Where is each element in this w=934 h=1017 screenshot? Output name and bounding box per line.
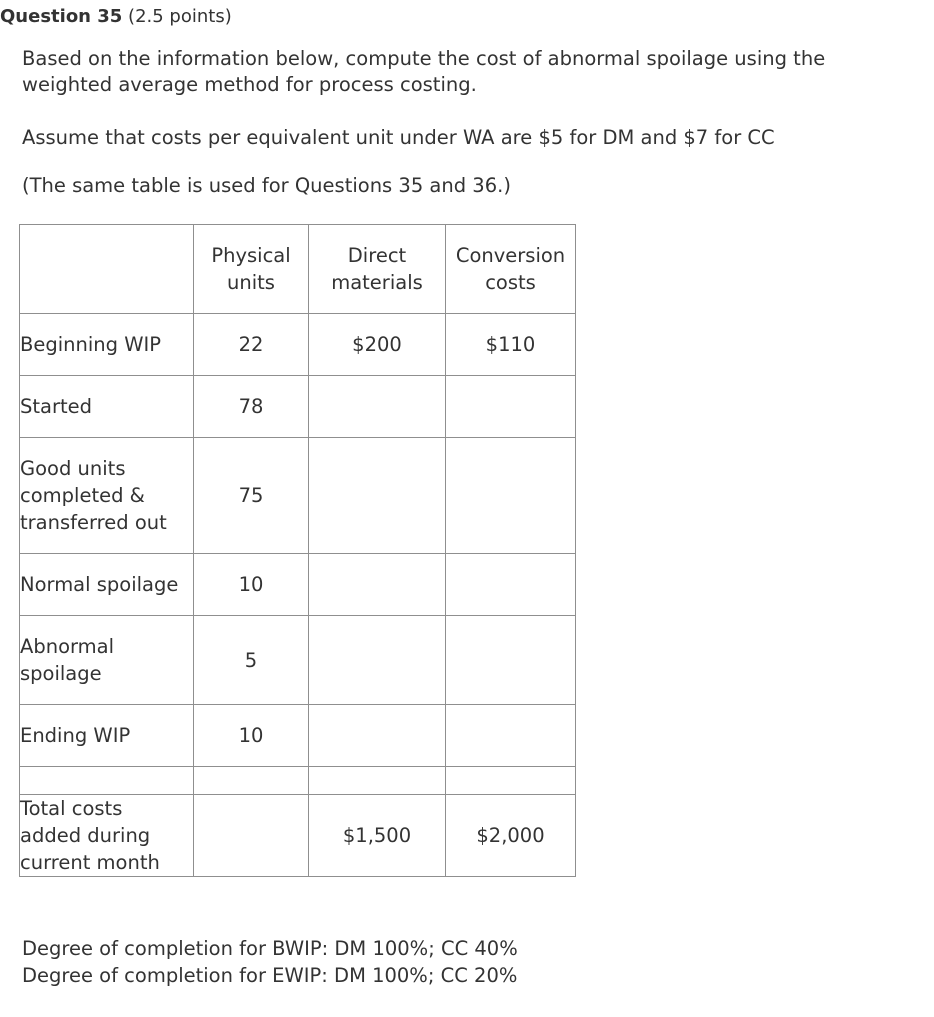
physical-units-cell	[194, 795, 309, 877]
bwip-completion: Degree of completion for BWIP: DM 100%; CC 40%	[22, 937, 518, 960]
table-row-normal-spoilage	[20, 554, 576, 616]
direct-materials-cell	[309, 616, 446, 705]
header-conversion-costs: Conversion costs	[446, 225, 576, 314]
row-label: Normal spoilage	[20, 554, 194, 616]
question-points: (2.5 points)	[128, 6, 232, 27]
conversion-costs-cell	[446, 616, 576, 705]
assumption-text: Assume that costs per equivalent unit under WA are $5 for DM and $7 for CC	[22, 126, 775, 149]
table-row-good-units	[20, 438, 576, 554]
table-row-abnormal-spoilage	[20, 616, 576, 705]
conversion-costs-cell: $2,000	[446, 795, 576, 877]
header-direct-materials: Direct materials	[309, 225, 446, 314]
direct-materials-cell	[309, 705, 446, 767]
table-header-row	[20, 225, 576, 314]
conversion-costs-cell	[446, 767, 576, 795]
physical-units-cell	[194, 767, 309, 795]
direct-materials-cell	[309, 554, 446, 616]
question-number: Question 35	[0, 6, 123, 27]
direct-materials-cell: $1,500	[309, 795, 446, 877]
process-costing-table	[19, 224, 576, 877]
conversion-costs-cell	[446, 705, 576, 767]
completion-notes	[22, 935, 518, 989]
conversion-costs-cell	[446, 554, 576, 616]
physical-units-cell: 78	[194, 376, 309, 438]
conversion-costs-cell	[446, 438, 576, 554]
direct-materials-cell	[309, 438, 446, 554]
row-label: Beginning WIP	[20, 314, 194, 376]
row-label	[20, 767, 194, 795]
direct-materials-cell	[309, 376, 446, 438]
table-row-started	[20, 376, 576, 438]
prompt-line-1: Based on the information below, compute the cost of abnormal spoilage using the	[22, 47, 826, 70]
question-heading	[0, 6, 232, 27]
direct-materials-cell	[309, 767, 446, 795]
row-label: Abnormal spoilage	[20, 616, 194, 705]
header-physical-units: Physical units	[194, 225, 309, 314]
question-prompt	[22, 46, 825, 98]
table-row-beginning-wip	[20, 314, 576, 376]
row-label: Started	[20, 376, 194, 438]
table-row-empty	[20, 767, 576, 795]
direct-materials-cell: $200	[309, 314, 446, 376]
ewip-completion: Degree of completion for EWIP: DM 100%; CC 20%	[22, 964, 518, 987]
row-label: Ending WIP	[20, 705, 194, 767]
note-text: (The same table is used for Questions 35 and 36.)	[22, 174, 511, 197]
table-row-total-costs	[20, 795, 576, 877]
physical-units-cell: 22	[194, 314, 309, 376]
physical-units-cell: 10	[194, 705, 309, 767]
row-label: Total costs added during current month	[20, 795, 194, 877]
row-label: Good units completed & transferred out	[20, 438, 194, 554]
table-row-ending-wip	[20, 705, 576, 767]
prompt-line-2: weighted average method for process costing.	[22, 73, 477, 96]
physical-units-cell: 75	[194, 438, 309, 554]
conversion-costs-cell	[446, 376, 576, 438]
physical-units-cell: 5	[194, 616, 309, 705]
conversion-costs-cell: $110	[446, 314, 576, 376]
header-blank-cell	[20, 225, 194, 314]
physical-units-cell: 10	[194, 554, 309, 616]
